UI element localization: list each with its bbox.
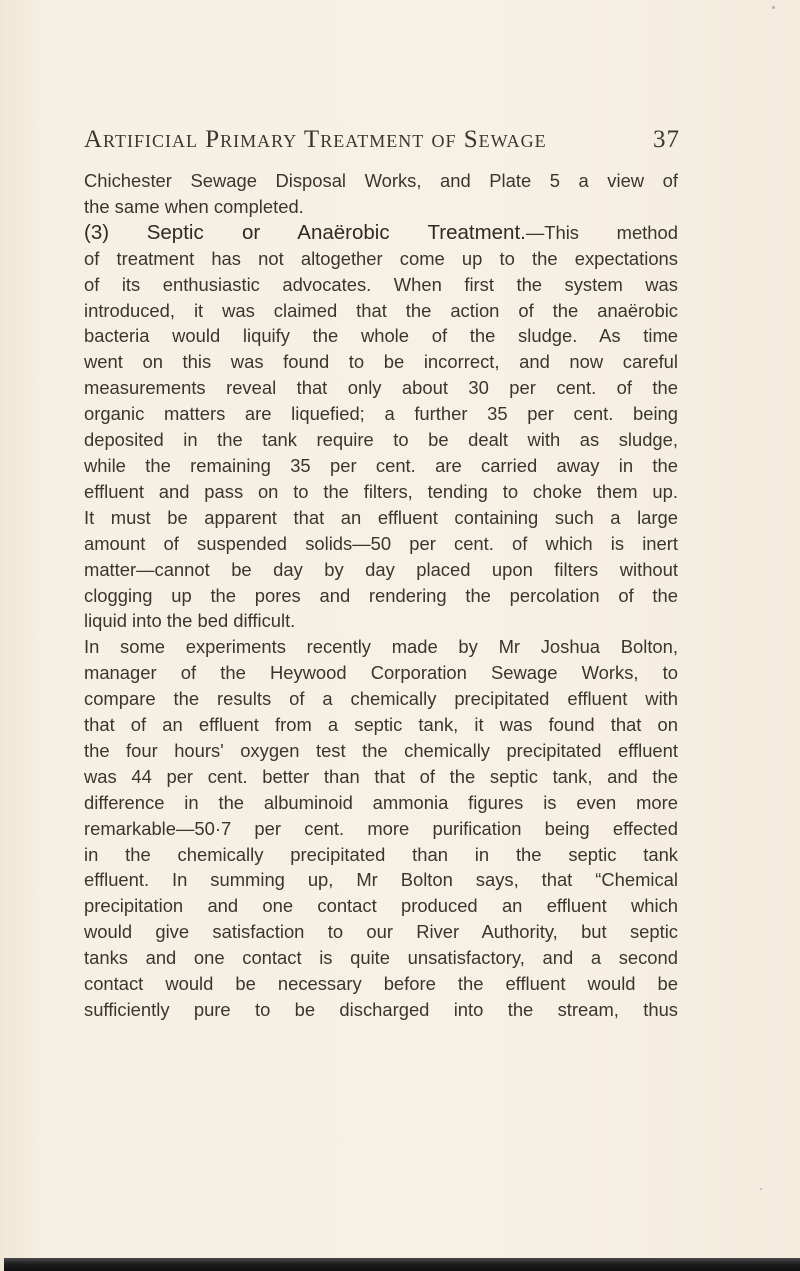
section-heading-line	[84, 220, 678, 246]
text-line: measurements reveal that only about 30 per cent. of the	[84, 377, 678, 399]
text-line: precipitation and one contact produced an effluent which	[84, 895, 678, 917]
text-line: difference in the albuminoid ammonia figures is even more	[84, 791, 678, 813]
running-head-title: Artificial Primary Treatment of Sewage	[84, 126, 547, 153]
text-line: matter—cannot be day by day placed upon filters without	[84, 558, 678, 580]
text-line: bacteria would liquify the whole of the sludge. As time	[84, 325, 678, 347]
section-heading-run-in: —This method	[525, 221, 678, 243]
text-line: compare the results of a chemically precipitated effluent with	[84, 688, 678, 710]
text-line: would give satisfaction to our River Authority, but septic	[84, 921, 678, 943]
paper-speck	[772, 6, 775, 9]
text-line: It must be apparent that an effluent containing such a large	[84, 506, 678, 528]
text-line: deposited in the tank require to be dealt with as sludge,	[84, 429, 678, 451]
scan-edge-bar	[4, 1258, 800, 1271]
text-line: remarkable—50·7 per cent. more purification being effected	[84, 817, 678, 839]
text-line: liquid into the bed difficult.	[84, 610, 296, 632]
text-line: of its enthusiastic advocates. When first the system was	[84, 273, 678, 295]
text-line: contact would be necessary before the effluent would be	[84, 973, 678, 995]
text-line: effluent. In summing up, Mr Bolton says, that “Chemical	[84, 869, 678, 891]
text-line: clogging up the pores and rendering the percolation of the	[84, 584, 678, 606]
text-line: tanks and one contact is quite unsatisfactory, and a second	[84, 947, 678, 969]
text-line: that of an effluent from a septic tank, it was found that on	[84, 714, 678, 736]
text-line: sufficiently pure to be discharged into the stream, thus	[84, 999, 678, 1020]
section-heading-number: (3)	[84, 220, 110, 244]
paper-speck	[760, 1188, 762, 1190]
text-line: introduced, it was claimed that the action of the anaërobic	[84, 299, 678, 321]
text-line: the same when completed.	[84, 195, 304, 217]
text-line: was 44 per cent. better than that of the septic tank, and the	[84, 765, 678, 787]
text-line: In some experiments recently made by Mr Joshua Bolton,	[84, 636, 678, 658]
text-line: the four hours' oxygen test the chemically precipitated effluent	[84, 739, 678, 761]
text-line: manager of the Heywood Corporation Sewage Works, to	[84, 662, 678, 684]
section-heading-title: Septic or Anaërobic Treatment.	[146, 220, 526, 244]
running-head	[84, 126, 680, 154]
text-line: Chichester Sewage Disposal Works, and Plate 5 a view of	[84, 170, 678, 191]
body-text	[84, 168, 678, 1023]
page-number: 37	[653, 126, 680, 153]
text-line: effluent and pass on to the filters, tending to choke them up.	[84, 480, 678, 502]
text-line: amount of suspended solids—50 per cent. of which is inert	[84, 532, 678, 554]
text-line: went on this was found to be incorrect, and now careful	[84, 351, 678, 373]
text-line: in the chemically precipitated than in the septic tank	[84, 843, 678, 865]
text-line: of treatment has not altogether come up to the expectations	[84, 247, 678, 269]
text-line: while the remaining 35 per cent. are carried away in the	[84, 454, 678, 476]
text-line: organic matters are liquefied; a further 35 per cent. being	[84, 403, 678, 425]
